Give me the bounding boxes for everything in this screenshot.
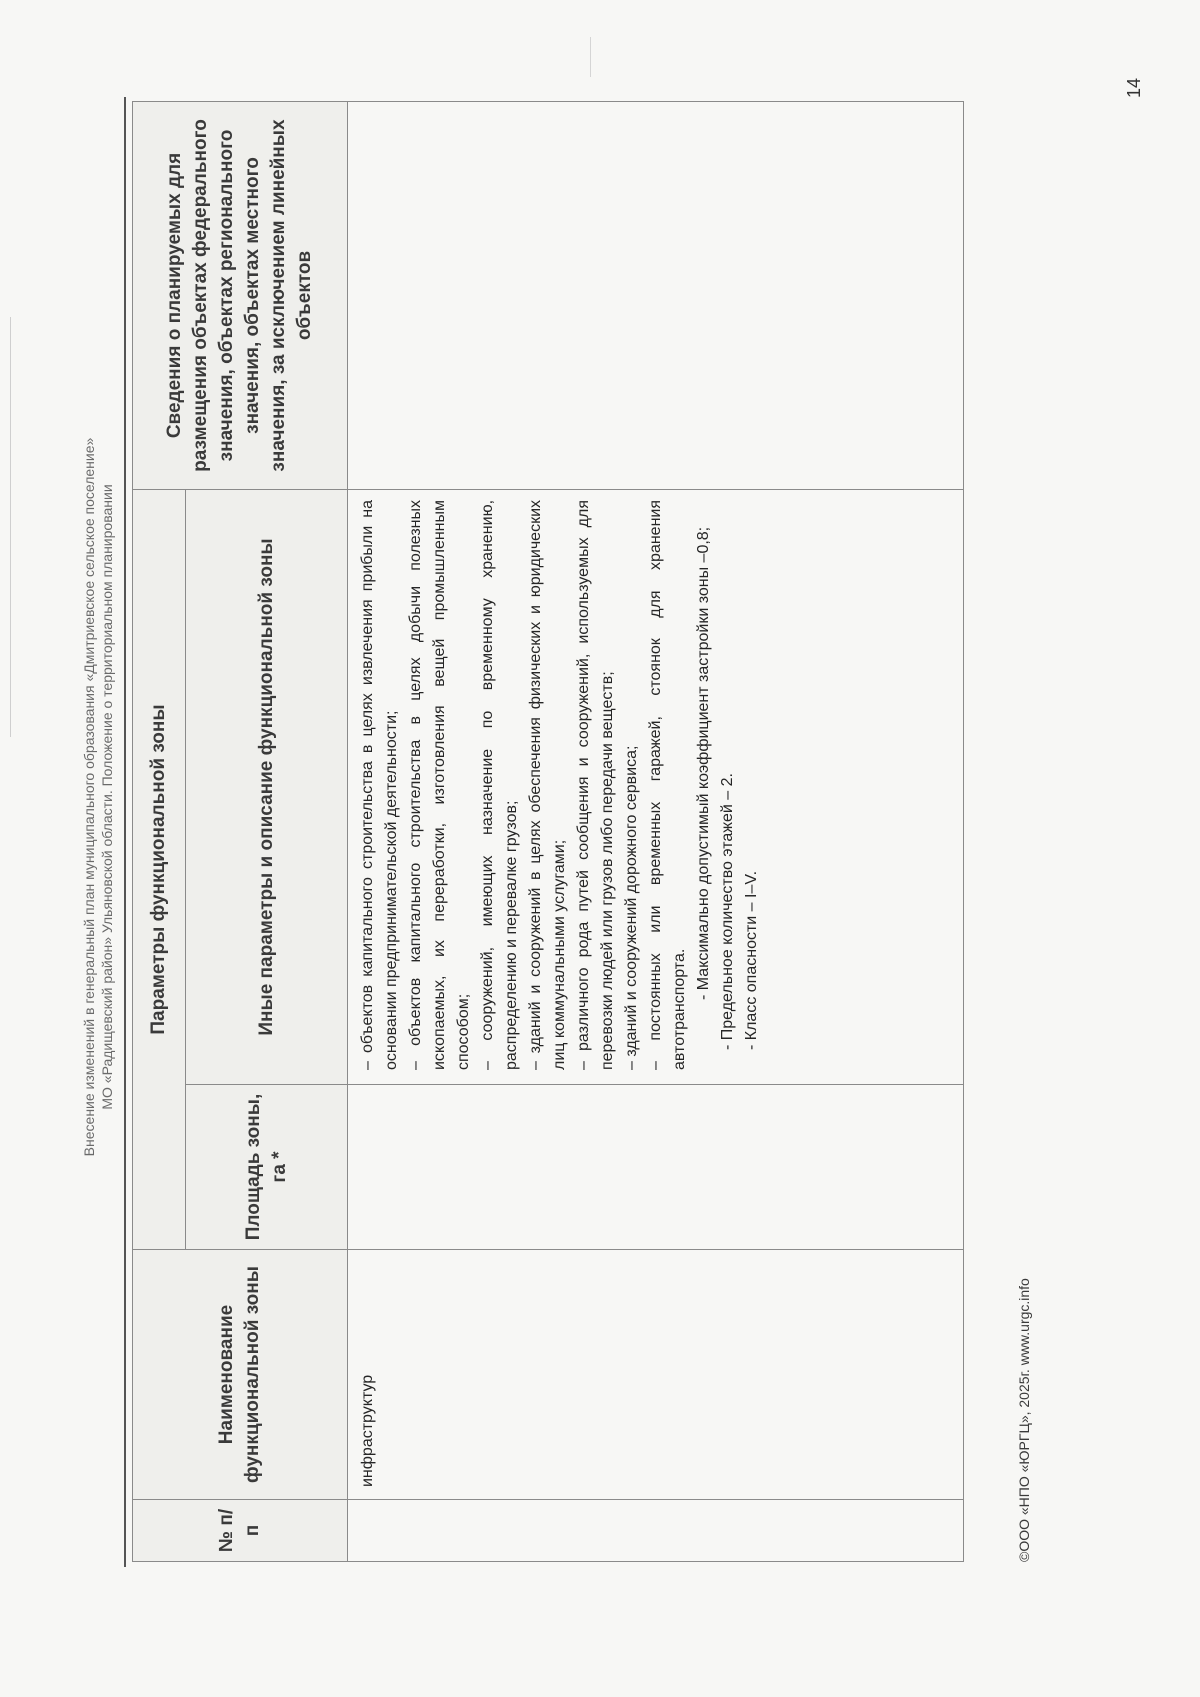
description-item: – постоянных или временных гаражей, стоянок для хранения автотранспорта. bbox=[647, 499, 689, 1070]
cell-planned-objects bbox=[348, 101, 964, 489]
header-line-2: МО «Радищевский район» Ульяновской области. Положение о территориальном планировании bbox=[99, 484, 115, 1110]
cell-description bbox=[348, 489, 964, 1084]
footer-copyright: ©ООО «НПО «ЮРГЦ», 2025г. www.urgc.info bbox=[1016, 1278, 1032, 1562]
description-item: – сооружений, имеющих назначение по временному хранению, распределению и перевалке грузов; bbox=[479, 499, 521, 1070]
description-item: – различного рода путей сообщения и сооружений, используемых для перевозки людей или грузов либо передачи веществ; bbox=[575, 499, 617, 1070]
scan-edge-mark bbox=[590, 37, 591, 77]
table-row bbox=[348, 101, 964, 1561]
description-item: – объектов капитального строительства в целях извлечения прибыли на основании предпринимательской деятельности; bbox=[359, 499, 401, 1070]
running-header bbox=[80, 97, 116, 1497]
cell-num bbox=[348, 1500, 964, 1562]
col-header-info: Сведения о планируемых для размещения объектах федерального значения, объектах регионального значения, объектах местного значения, за исключением линейных объектов bbox=[133, 101, 348, 489]
cell-zone-name: инфраструктур bbox=[348, 1250, 964, 1500]
page-number: 14 bbox=[1124, 78, 1144, 99]
col-header-num: № п/п bbox=[133, 1500, 348, 1562]
col-header-area: Площадь зоны, га * bbox=[186, 1085, 348, 1250]
description-item: – зданий и сооружений в целях обеспечения физических и юридических лиц коммунальными услугами; bbox=[527, 499, 569, 1070]
header-line-1: Внесение изменений в генеральный план муниципального образования «Дмитриевское сельское поселение» bbox=[81, 437, 97, 1157]
cell-area bbox=[348, 1085, 964, 1250]
scan-edge-line bbox=[10, 317, 11, 737]
description-item: – зданий и сооружений дорожного сервиса; bbox=[623, 745, 641, 1070]
col-header-name: Наименование функциональной зоны bbox=[133, 1250, 348, 1500]
description-item: – объектов капитального строительства в целях добычи полезных ископаемых, их переработки, изготовления вещей промышленным способом; bbox=[407, 499, 473, 1070]
header-rule bbox=[124, 97, 126, 1567]
col-header-params-group: Параметры функциональной зоны bbox=[133, 489, 186, 1249]
table-header-row-1 bbox=[133, 101, 186, 1561]
zones-table bbox=[132, 101, 964, 1562]
param-item: - Предельное количество этажей – 2. bbox=[719, 773, 737, 1050]
col-header-other: Иные параметры и описание функциональной зоны bbox=[186, 489, 348, 1084]
param-item: - Максимально допустимый коэффициент застройки зоны –0,8; bbox=[695, 526, 713, 1000]
param-item: - Класс опасности – I–V. bbox=[743, 870, 761, 1050]
